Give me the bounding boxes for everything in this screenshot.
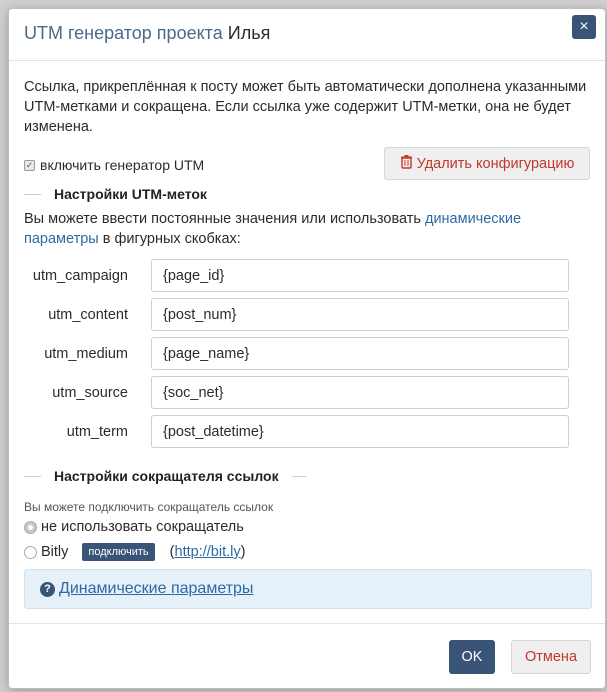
utm-content-input[interactable]: {post_num} — [151, 298, 569, 331]
dynamic-params-panel[interactable] — [24, 569, 592, 609]
utm-content-row — [24, 298, 592, 331]
utm-medium-row — [24, 337, 592, 370]
dialog-title — [24, 23, 270, 44]
section-divider-line — [24, 476, 41, 477]
no-shortener-radio[interactable] — [24, 521, 37, 534]
dynamic-params-link[interactable]: Динамические параметры — [59, 580, 254, 597]
ok-button[interactable]: OK — [449, 640, 495, 674]
cancel-button[interactable]: Отмена — [511, 640, 591, 674]
utm-help-text — [24, 209, 594, 249]
bitly-option[interactable] — [24, 543, 245, 561]
bitly-radio[interactable] — [24, 546, 37, 559]
bitly-link-open-paren: ( — [169, 544, 175, 560]
enable-generator-label: включить генератор UTM — [40, 157, 205, 173]
utm-source-row — [24, 376, 592, 409]
delete-configuration-button[interactable] — [384, 147, 590, 180]
close-button[interactable] — [572, 15, 596, 39]
utm-generator-dialog — [8, 8, 606, 689]
connect-bitly-button[interactable]: подключить — [82, 543, 154, 561]
shortener-section-title — [24, 468, 306, 484]
utm-term-input[interactable]: {post_datetime} — [151, 415, 569, 448]
utm-source-label: utm_source — [52, 384, 128, 401]
dynamic-params-inline-link[interactable]: динамические параметры — [24, 211, 522, 247]
section-divider-line — [24, 194, 41, 195]
no-shortener-label: не использовать сокращатель — [41, 519, 244, 535]
delete-configuration-label: Удалить конфигурацию — [416, 155, 575, 172]
utm-campaign-label: utm_campaign — [32, 267, 128, 284]
utm-medium-label: utm_medium — [44, 345, 128, 362]
close-icon: × — [579, 18, 589, 35]
bitly-link-close-paren: ) — [240, 544, 246, 560]
question-circle-icon: ? — [40, 582, 55, 597]
utm-medium-input[interactable]: {page_name} — [151, 337, 569, 370]
utm-term-row — [24, 415, 592, 448]
dialog-footer — [9, 623, 605, 689]
enable-generator-checkbox[interactable]: ✓ — [25, 159, 34, 170]
section-divider-line-end — [292, 476, 306, 477]
utm-section-title-text: Настройки UTM-меток — [54, 186, 207, 202]
intro-text: Ссылка, прикреплённая к посту может быть автоматически дополнена указанными UTM-метками и сокращена. Если ссылка уже содержит UTM-метки, она не будет изменена. — [24, 79, 587, 135]
dialog-header — [9, 9, 605, 61]
utm-section-title — [24, 186, 207, 202]
dialog-body — [24, 77, 590, 597]
bitly-link[interactable]: http://bit.ly — [174, 544, 241, 560]
enable-generator-row[interactable] — [24, 157, 204, 173]
shortener-help-text: Вы можете подключить сокращатель ссылок — [24, 500, 274, 514]
trash-icon — [400, 155, 413, 173]
utm-help-after: в фигурных скобках: — [98, 231, 241, 247]
utm-source-input[interactable]: {soc_net} — [151, 376, 569, 409]
utm-help-before: Вы можете ввести постоянные значения или использовать — [24, 211, 425, 227]
no-shortener-option[interactable] — [24, 519, 244, 535]
shortener-section-title-text: Настройки сокращателя ссылок — [54, 468, 279, 484]
bitly-label: Bitly — [41, 544, 69, 560]
utm-content-label: utm_content — [48, 306, 128, 323]
utm-campaign-input[interactable]: {page_id} — [151, 259, 569, 292]
utm-term-label: utm_term — [66, 423, 128, 440]
dialog-title-prefix: UTM генератор проекта — [24, 23, 223, 43]
utm-campaign-row — [24, 259, 592, 292]
dialog-title-user: Илья — [227, 23, 271, 43]
